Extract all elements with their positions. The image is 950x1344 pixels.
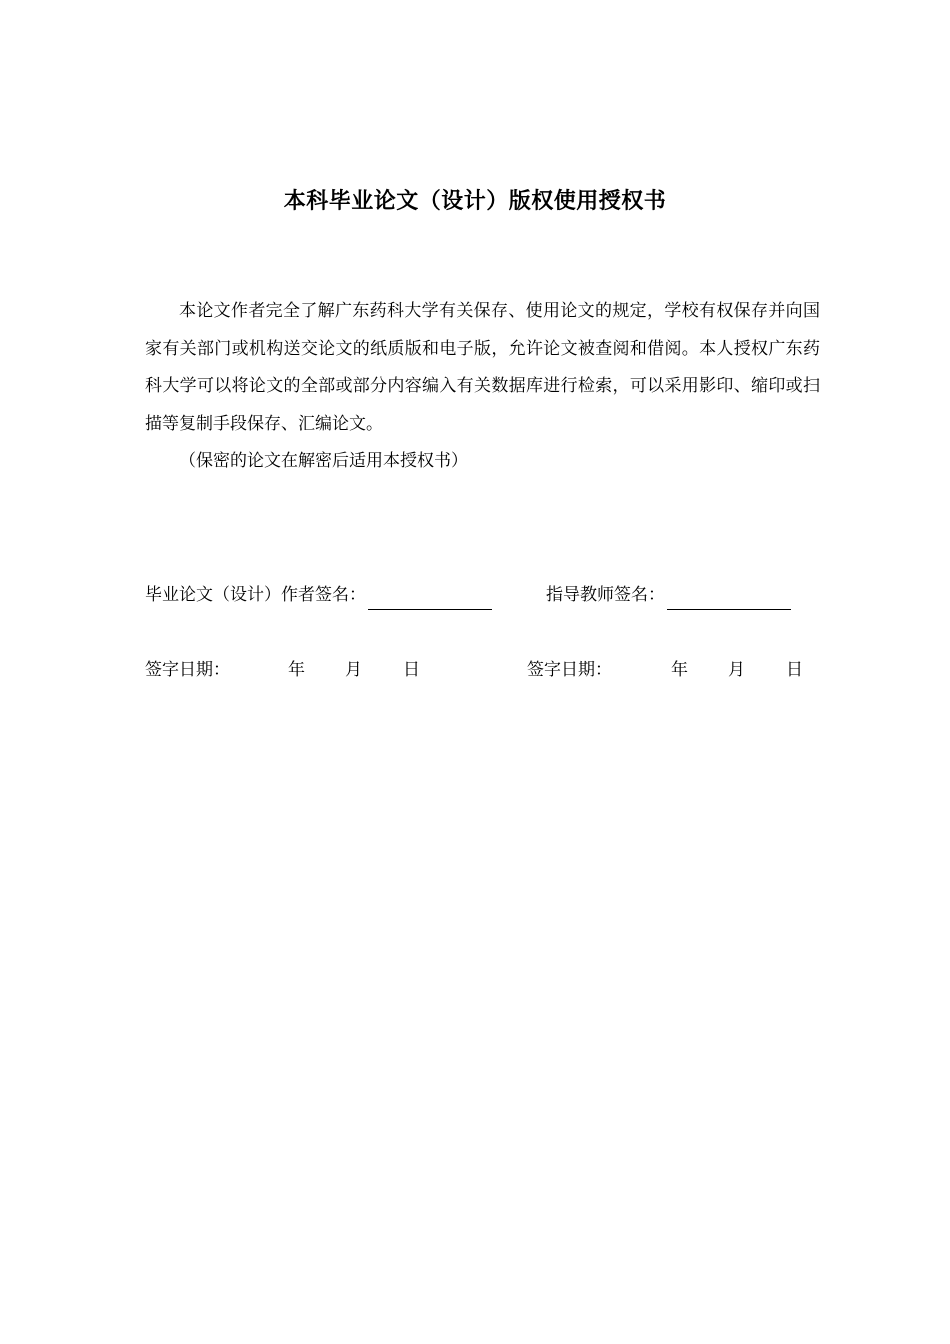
signature-row <box>145 580 815 610</box>
advisor-date-month: 月 <box>728 660 745 680</box>
advisor-signature-line[interactable] <box>667 587 791 610</box>
advisor-signature-label: 指导教师签名： <box>546 585 665 605</box>
advisor-date-day: 日 <box>786 660 803 680</box>
authorization-paragraph: 本论文作者完全了解广东药科大学有关保存、使用论文的规定，学校有权保存并向国家有关部门或机构送交论文的纸质版和电子版，允许论文被查阅和借阅。本人授权广东药科大学可以将论文的全部或部分内容编入有关数据库进行检索，可以采用影印、缩印或扫描等复制手段保存、汇编论文。 <box>145 301 820 434</box>
author-date-label: 签字日期： <box>145 660 230 680</box>
author-date-year: 年 <box>288 660 305 680</box>
advisor-date-year: 年 <box>671 660 688 680</box>
authorization-body <box>145 293 820 481</box>
date-row <box>145 655 815 685</box>
document-title: 本科毕业论文（设计）版权使用授权书 <box>283 189 667 214</box>
advisor-signature <box>546 580 791 610</box>
author-signature-line[interactable] <box>368 587 492 610</box>
author-signature <box>145 580 492 610</box>
confidentiality-note: （保密的论文在解密后适用本授权书） <box>179 451 468 471</box>
author-date-day: 日 <box>403 660 420 680</box>
author-date-month: 月 <box>345 660 362 680</box>
author-signature-label: 毕业论文（设计）作者签名： <box>145 585 366 605</box>
advisor-date-label: 签字日期： <box>527 660 612 680</box>
